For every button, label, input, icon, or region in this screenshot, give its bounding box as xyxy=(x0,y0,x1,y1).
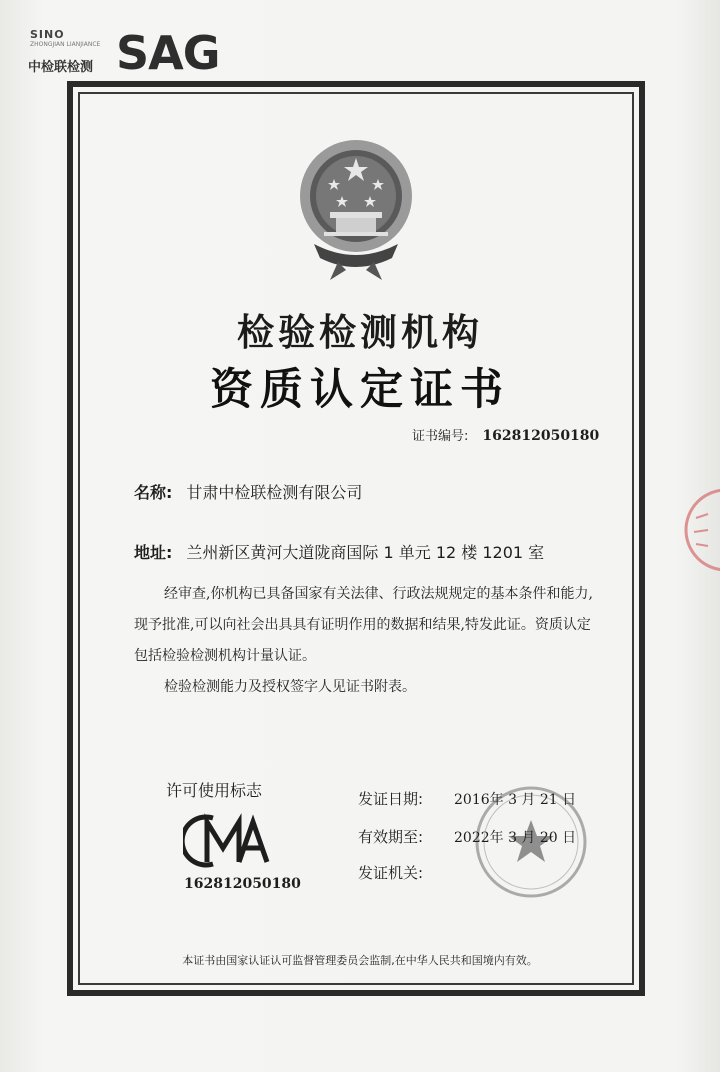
certificate-number xyxy=(412,425,599,444)
issuer-row xyxy=(358,862,423,883)
company-logo xyxy=(28,26,228,84)
valid-until-value: 2022年 3 月 20 日 xyxy=(454,830,577,846)
red-stamp-icon xyxy=(678,484,720,576)
logo-small-text: ZHONGJIAN LIANJIANCE xyxy=(30,41,101,48)
issue-date-value: 2016年 3 月 21 日 xyxy=(454,792,577,808)
cert-number-label: 证书编号: xyxy=(412,429,469,444)
name-label: 名称: xyxy=(134,483,173,502)
license-mark-label: 许可使用标志 xyxy=(166,781,263,800)
valid-until-label: 有效期至: xyxy=(358,828,424,846)
body-paragraph-2: 检验检测能力及授权签字人见证书附表。 xyxy=(164,679,416,695)
logo-chinese-text: 中检联检测 xyxy=(28,60,94,75)
title-line-1: 检验检测机构 xyxy=(237,310,483,354)
logo-sino-text: SINO xyxy=(30,28,65,41)
valid-until-row xyxy=(358,826,577,847)
issue-date-label: 发证日期: xyxy=(358,790,424,808)
logo-sag-text: SAG xyxy=(116,26,220,80)
body-paragraph-1: 经审查,你机构已具备国家有关法律、行政法规规定的基本条件和能力,现予批准,可以向社会出具具有证明作用的数据和结果,特发此证。资质认定包括检验检测机构计量认证。 xyxy=(134,586,593,664)
issuer-label: 发证机关: xyxy=(358,864,424,882)
national-emblem-icon xyxy=(296,134,416,284)
title-line-2: 资质认定证书 xyxy=(210,365,510,415)
address-label: 地址: xyxy=(134,543,173,562)
name-value: 甘肃中检联检测有限公司 xyxy=(186,483,363,502)
license-mark-number: 162812050180 xyxy=(184,876,301,892)
address-value: 兰州新区黄河大道陇商国际 1 单元 12 楼 1201 室 xyxy=(186,543,545,562)
cma-mark-icon xyxy=(183,812,273,870)
cert-number-value: 162812050180 xyxy=(482,428,600,444)
body-text xyxy=(134,579,604,703)
address-row xyxy=(134,540,544,563)
footer-note: 本证书由国家认证认可监督管理委员会监制,在中华人民共和国境内有效。 xyxy=(182,954,538,967)
institution-name-row xyxy=(134,480,362,503)
issue-date-row xyxy=(358,788,577,809)
